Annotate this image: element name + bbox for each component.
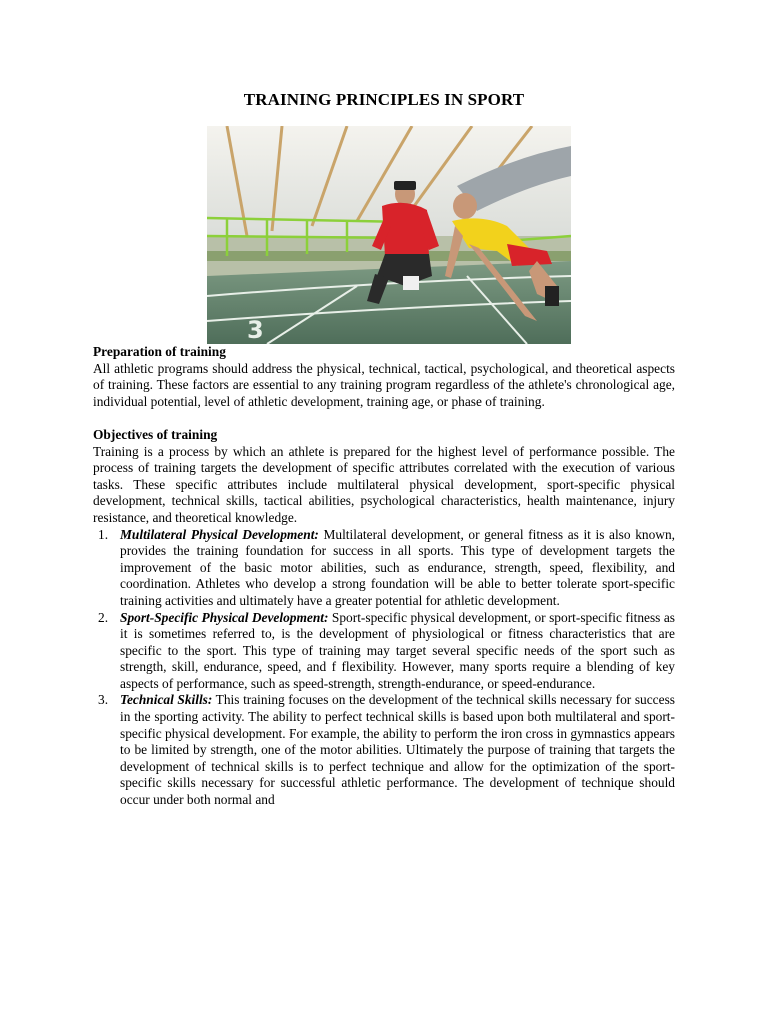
list-item: [93, 692, 675, 808]
list-item: [93, 610, 675, 693]
svg-text:3: 3: [247, 316, 264, 344]
list-item-term: Sport-Specific Physical Development:: [120, 609, 329, 625]
section-heading-preparation: Preparation of training: [93, 344, 226, 359]
list-item-text: Multilateral development, or general fitness as it is also known, provides the training foundation for success in all sports. This type of development targets the improvement of the basic motor abilities, such as endurance, strength, speed, flexibility, and coordination. Athletes who develop a strong foundation will be able to better tolerate sport-specific training activities and ultimately have a greater potential for athletic development.: [120, 526, 675, 608]
list-item-number: 1.: [98, 526, 109, 542]
list-item-term: Technical Skills:: [120, 692, 213, 708]
list-item-term: Multilateral Physical Development:: [120, 526, 319, 542]
section-heading-objectives: Objectives of training: [93, 426, 218, 442]
list-item-number: 2.: [98, 609, 109, 625]
list-item-number: 3.: [98, 692, 109, 708]
list-item-text: This training focuses on the development of the technical skills necessary for success in the sporting activity. The ability to perfect technical skills is based upon both multilateral and sport-specific physical development. For example, the ability to perform the iron cross in gymnastics appears to be limited by strength, one of the motor abilities. Ultimately the purpose of training that targets the development of technical skills is to perfect technique and allow for the optimization of the sport-specific skills necessary for successful athletic performance. The development of technique should occur under both normal and: [120, 692, 675, 808]
document-title: TRAINING PRINCIPLES IN SPORT: [243, 90, 525, 109]
section-body-preparation: All athletic programs should address the physical, technical, tactical, psychological, and theoretical aspects of training. These factors are essential to any training program regardless of the athlete's chronological age, individual potential, level of athletic development, training age, or phase of training.: [93, 360, 675, 409]
document-page: [93, 88, 675, 809]
objectives-list: [93, 527, 675, 809]
list-item-text: Sport-specific physical development, or sport-specific fitness as it is sometimes referred to, is the development of physiological or fitness characteristics that are specific to the sport. This type of training may target several specific needs of the sport such as strength, skill, endurance, speed, and f flexibility. However, many sports require a blending of key aspects of performance, such as speed-strength, strength-endurance, or speed-endurance.: [120, 609, 675, 691]
section-body-objectives: Training is a process by which an athlete is prepared for the highest level of performance possible. The process of training targets the development of specific attributes correlated with the execution of various tasks. These specific attributes include multilateral physical development, sport-specific physical development, technical skills, tactical abilities, psychological characteristics, health maintenance, injury resistance, and theoretical knowledge.: [93, 443, 675, 525]
list-item: [93, 527, 675, 610]
training-photo: [207, 126, 571, 344]
